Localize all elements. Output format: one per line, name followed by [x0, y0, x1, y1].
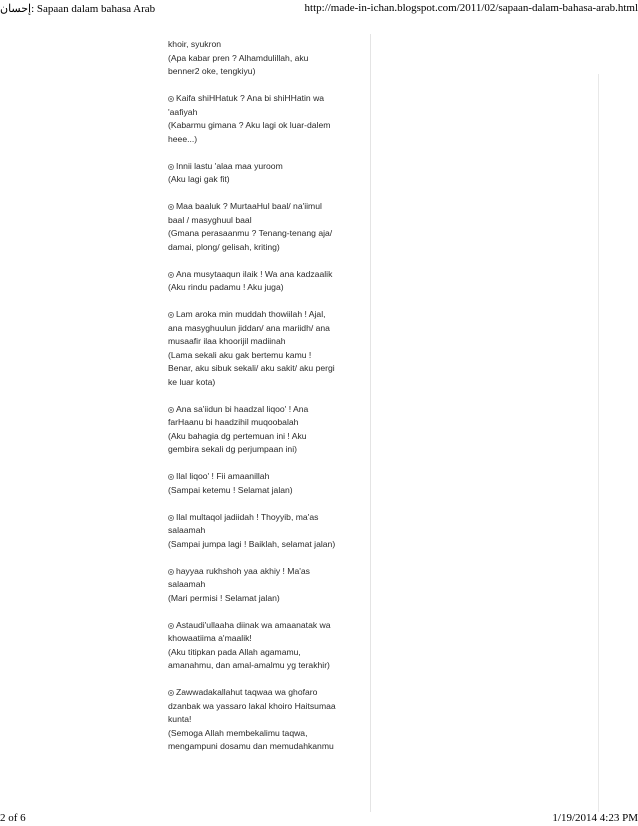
line-text: farHaanu bi haadzihil muqoobalah [168, 417, 299, 427]
bullet-icon [168, 272, 174, 278]
line-text: (Aku rindu padamu ! Aku juga) [168, 282, 284, 292]
phrase-paragraph [168, 565, 373, 606]
phrase-paragraph [168, 308, 373, 389]
phrase-paragraph [168, 470, 373, 497]
paragraph-line [168, 200, 373, 214]
line-text: (Aku bahagia dg pertemuan ini ! Aku [168, 430, 307, 441]
paragraph-line [168, 227, 373, 241]
paragraph-line [168, 92, 373, 106]
line-text: (Gmana perasaanmu ? Tenang-tenang aja/ [168, 228, 333, 238]
paragraph-line [168, 565, 373, 579]
line-text: (Mari permisi ! Selamat jalan) [168, 592, 280, 603]
paragraph-line [168, 632, 373, 646]
paragraph-line [168, 322, 373, 336]
paragraph-line [168, 416, 373, 430]
phrase-paragraph [168, 92, 373, 146]
line-text: Lam aroka min muddah thowiilah ! Ajal, [176, 309, 326, 319]
paragraph-line [168, 740, 373, 754]
line-text: benner2 oke, tengkiyu) [168, 66, 256, 76]
line-text: Benar, aku sibuk sekali/ aku sakit/ aku pergi [168, 363, 335, 373]
paragraph-line [168, 511, 373, 525]
paragraph-line [168, 430, 373, 444]
line-text: khowaatiima a'maalik! [168, 633, 252, 643]
line-text: Astaudi'ullaaha diinak wa amaanatak wa [176, 619, 331, 630]
paragraph-line [168, 686, 373, 700]
line-text: musaafir ilaa khoorijil madiinah [168, 336, 286, 346]
line-text: (Lama sekali aku gak bertemu kamu ! [168, 349, 312, 360]
paragraph-line [168, 538, 373, 552]
bullet-icon [168, 96, 174, 102]
line-text: (Sampai jumpa lagi ! Baiklah, selamat jalan) [168, 538, 336, 549]
line-text: (Kabarmu gimana ? Aku lagi ok luar-dalem [168, 120, 331, 130]
line-text: baal / masyghuul baal [168, 214, 252, 225]
phrase-paragraph [168, 686, 373, 754]
line-text: damai, plong/ gelisah, kriting) [168, 241, 280, 252]
paragraph-line [168, 268, 373, 282]
paragraph-line [168, 65, 373, 79]
paragraph-line [168, 727, 373, 741]
line-text: Ana sa'iidun bi haadzal liqoo' ! Ana [176, 403, 309, 414]
print-timestamp: 1/19/2014 4:23 PM [552, 812, 638, 824]
line-text: (Semoga Allah membekalimu taqwa, [168, 727, 308, 738]
paragraph-line [168, 214, 373, 228]
line-text: Ilal liqoo' ! Fii amaanillah [176, 471, 270, 481]
paragraph-line [168, 38, 373, 52]
paragraph-line [168, 619, 373, 633]
phrase-paragraph [168, 619, 373, 673]
bullet-icon [168, 204, 174, 210]
phrase-paragraph [168, 38, 373, 79]
paragraph-line [168, 281, 373, 295]
paragraph-line [168, 349, 373, 363]
line-text: (Aku titipkan pada Allah agamamu, [168, 646, 301, 657]
phrase-paragraph [168, 268, 373, 295]
bullet-icon [168, 515, 174, 521]
paragraph-line [168, 362, 373, 376]
paragraph-line [168, 241, 373, 255]
line-text: ke luar kota) [168, 376, 216, 387]
paragraph-line [168, 470, 373, 484]
line-text: mengampuni dosamu dan memudahkanmu [168, 741, 334, 751]
paragraph-line [168, 173, 373, 187]
bullet-icon [168, 569, 174, 575]
paragraph-line [168, 592, 373, 606]
paragraph-line [168, 308, 373, 322]
line-text: (Sampai ketemu ! Selamat jalan) [168, 484, 293, 495]
sidebar-panel [372, 74, 599, 812]
bullet-icon [168, 623, 174, 629]
line-text: (Apa kabar pren ? Alhamdulillah, aku [168, 52, 309, 63]
article-body [168, 38, 373, 767]
page-url-header[interactable]: http://made-in-ichan.blogspot.com/2011/02/sapaan-dalam-bahasa-arab.html [304, 2, 638, 14]
page-number: 2 of 6 [0, 812, 26, 824]
paragraph-line [168, 443, 373, 457]
line-text: gembira sekali dg perjumpaan ini) [168, 444, 297, 454]
line-text: Zawwadakallahut taqwaa wa ghofaro [176, 687, 318, 697]
line-text: amanahmu, dan amal-amalmu yg terakhir) [168, 660, 330, 670]
paragraph-line [168, 376, 373, 390]
paragraph-line [168, 160, 373, 174]
phrase-paragraph [168, 200, 373, 254]
paragraph-line [168, 106, 373, 120]
line-text: Maa baaluk ? MurtaaHul baal/ na'iimul [176, 201, 322, 211]
line-text: Kaifa shiHHatuk ? Ana bi shiHHatin wa [176, 93, 325, 103]
phrase-paragraph [168, 511, 373, 552]
line-text: Ilal multaqol jadiidah ! Thoyyib, ma'as [176, 511, 319, 522]
paragraph-line [168, 484, 373, 498]
line-text: Innii lastu 'alaa maa yuroom [176, 160, 283, 171]
bullet-icon [168, 690, 174, 696]
paragraph-line [168, 119, 373, 133]
line-text: (Aku lagi gak fit) [168, 174, 230, 184]
paragraph-line [168, 52, 373, 66]
bullet-icon [168, 474, 174, 480]
phrase-paragraph [168, 403, 373, 457]
line-text: hayyaa rukhshoh yaa akhiy ! Ma'as [176, 565, 310, 576]
page-title-header: إحسان: Sapaan dalam bahasa Arab [0, 3, 156, 15]
line-text: dzanbak wa yassaro lakal khoiro Haitsumaa [168, 700, 336, 711]
line-text: khoir, syukron [168, 39, 222, 49]
paragraph-line [168, 659, 373, 673]
line-text: heee...) [168, 133, 198, 144]
bullet-icon [168, 312, 174, 318]
line-text: ana masyghuulun jiddan/ ana mariidh/ ana [168, 322, 330, 333]
paragraph-line [168, 646, 373, 660]
line-text: kunta! [168, 714, 192, 724]
paragraph-line [168, 700, 373, 714]
paragraph-line [168, 133, 373, 147]
line-text: Ana musytaaqun ilaik ! Wa ana kadzaalik [176, 268, 333, 279]
paragraph-line [168, 335, 373, 349]
line-text: salaamah [168, 525, 206, 535]
paragraph-line [168, 403, 373, 417]
paragraph-line [168, 524, 373, 538]
phrase-paragraph [168, 160, 373, 187]
paragraph-line [168, 578, 373, 592]
paragraph-line [168, 713, 373, 727]
bullet-icon [168, 407, 174, 413]
bullet-icon [168, 164, 174, 170]
line-text: 'aafiyah [168, 106, 198, 117]
line-text: salaamah [168, 579, 206, 589]
